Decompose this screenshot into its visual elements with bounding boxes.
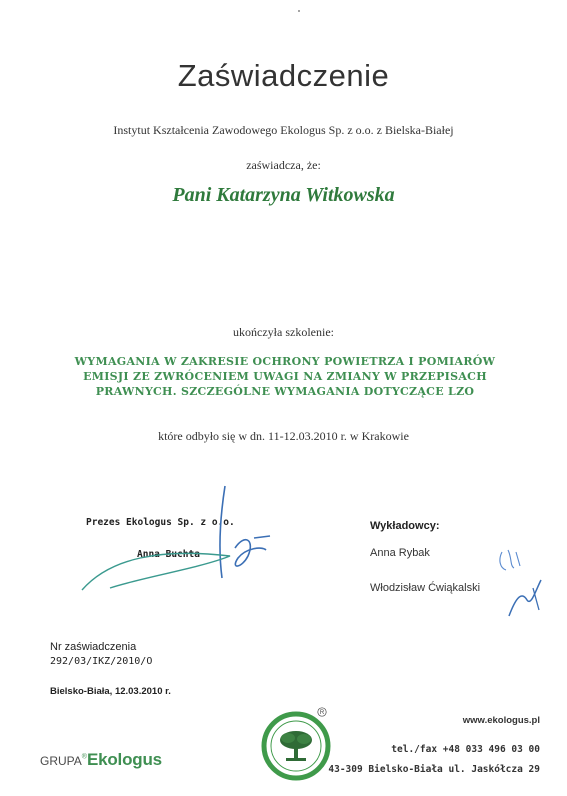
website: www.ekologus.pl — [462, 715, 540, 726]
course-line: WYMAGANIA W ZAKRESIE OCHRONY POWIETRZA I POMIARÓW — [74, 355, 496, 368]
brand-logo — [40, 750, 162, 770]
course-line: PRAWNYCH. SZCZEGÓLNE WYMAGANIA DOTYCZĄCE LZO — [95, 385, 475, 398]
lecturers-label: Wykładowcy: — [370, 520, 440, 532]
issuer-line: Instytut Kształcenia Zawodowego Ekologus Sp. z o.o. z Bielska-Białej — [113, 123, 454, 137]
brand-grupa: GRUPA — [40, 754, 82, 768]
attests-line: zaświadcza, że: — [246, 158, 321, 172]
completed-line: ukończyła szkolenie: — [233, 325, 334, 339]
speck-mark — [298, 10, 300, 12]
svg-text:R: R — [319, 710, 325, 717]
president-title: Prezes Ekologus Sp. z o.o. — [86, 517, 235, 528]
held-line: które odbyło się w dn. 11-12.03.2010 r. w Krakowie — [158, 429, 409, 443]
lecturer-signature — [495, 570, 555, 630]
president-signature — [70, 478, 280, 598]
course-line: EMISJI ZE ZWRÓCENIEM UWAGI NA ZMIANY W PRZEPISACH — [83, 370, 487, 383]
lecturer-name: Anna Rybak — [370, 547, 430, 559]
certificate-number-label: Nr zaświadczenia — [50, 641, 137, 653]
place-date: Bielsko-Biała, 12.03.2010 r. — [50, 686, 171, 697]
phone: tel./fax +48 033 496 03 00 — [391, 744, 540, 755]
brand-name: Ekologus — [86, 750, 162, 769]
lecturer-name: Włodzisław Ćwiąkalski — [370, 582, 481, 594]
tree-seal-icon — [258, 706, 334, 782]
recipient-name: Pani Katarzyna Witkowska — [172, 184, 395, 206]
document-title: Zaświadczenie — [177, 58, 390, 93]
president-name: Anna Buchta — [137, 549, 200, 560]
brand-reg-mark: ® — [81, 753, 87, 761]
registered-mark-icon — [317, 707, 327, 717]
course-title — [70, 354, 500, 399]
certificate-number: 292/03/IKZ/2010/O — [50, 656, 153, 667]
address: 43-309 Bielsko-Biała ul. Jaskółcza 29 — [328, 764, 540, 775]
